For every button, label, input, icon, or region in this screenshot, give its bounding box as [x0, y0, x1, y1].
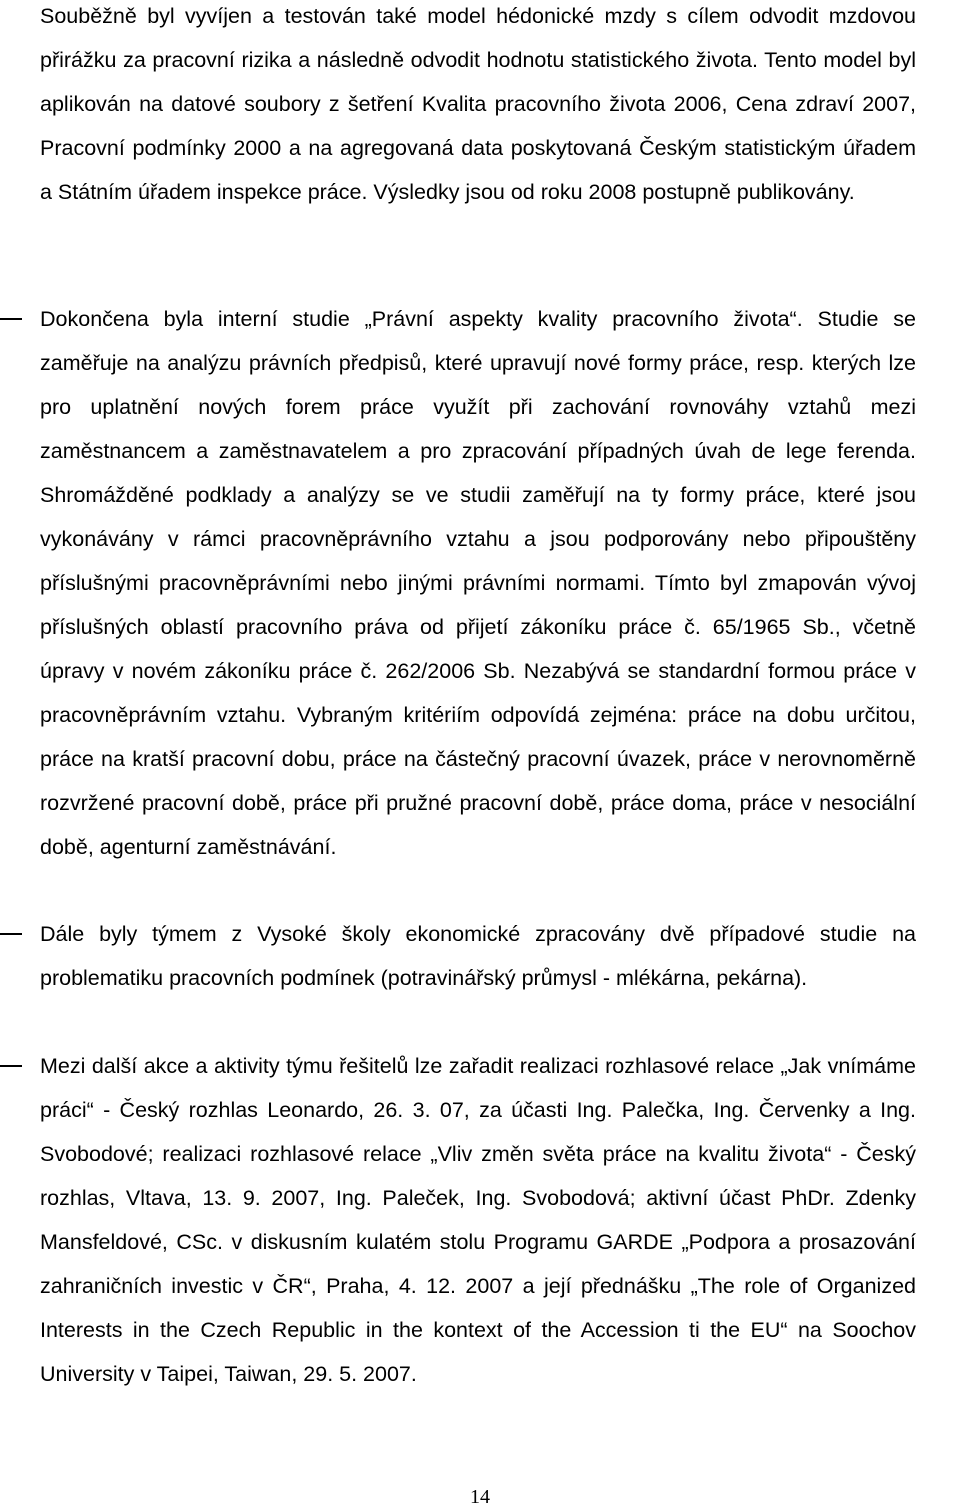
dash-bullet — [0, 1065, 22, 1067]
dash-bullet — [0, 318, 22, 320]
list-item-text: Dále byly týmem z Vysoké školy ekonomické zpracovány dvě případové studie na problematiku pracovních podmínek (potravinářský průmysl - mlékárna, pekárna). — [40, 922, 916, 990]
list-item-text: Mezi další akce a aktivity týmu řešitelů lze zařadit realizaci rozhlasové relace „Jak vnímáme práci“ - Český rozhlas Leonardo, 26. 3. 07, za účasti Ing. Palečka, Ing. Červenky a Ing. Svobodové; realizaci rozhlasové relace „Vliv změn světa práce na kvalitu života“ - Český rozhlas, Vltava, 13. 9. 2007, Ing. Paleček, Ing. Svobodová; aktivní účast PhDr. Zdenky Mansfeldové, CSc. v diskusním kulatém stolu Programu GARDE „Podpora a prosazování zahraničních investic v ČR“, Praha, 4. 12. 2007 a její přednášku „The role of Organized Interests in the Czech Republic in the kontext of the Accession ti the EU“ na Soochov University v Taipei, Taiwan, 29. 5. 2007. — [40, 1054, 916, 1386]
page-number: 14 — [470, 1486, 490, 1508]
list-item-text: Dokončena byla interní studie „Právní aspekty kvality pracovního života“. Studie se zaměřuje na analýzu právních předpisů, které upravují nové formy práce, resp. kterých lze pro uplatnění nových forem práce využít při zachování rovnováhy vztahů mezi zaměstnancem a zaměstnavatelem a pro zpracování případných úvah de lege ferenda. Shromážděné podklady a analýzy se ve studii zaměřují na ty formy práce, které jsou vykonávány v rámci pracovněprávního vztahu a jsou podporovány nebo připouštěny příslušnými pracovněprávními nebo jinými právními normami. Tímto byl zmapován vývoj příslušných oblastí pracovního práva od přijetí zákoníku práce č. 65/1965 Sb., včetně úpravy v novém zákoníku práce č. 262/2006 Sb. Nezabývá se standardní formou práce v pracovněprávním vztahu. Vybraným kritériím odpovídá zejména: práce na dobu určitou, práce na kratší pracovní dobu, práce na částečný pracovní úvazek, práce v nerovnoměrně rozvržené pracovní době, práce při pružné pracovní době, práce doma, práce v nesociální době, agenturní zaměstnávání. — [40, 307, 916, 859]
dash-bullet — [0, 933, 22, 935]
intro-paragraph: Souběžně byl vyvíjen a testován také model hédonické mzdy s cílem odvodit mzdovou přirážku za pracovní rizika a následně odvodit hodnotu statistického života. Tento model byl aplikován na datové soubory z šetření Kvalita pracovního života 2006, Cena zdraví 2007, Pracovní podmínky 2000 a na agregovaná data poskytovaná Českým statistickým úřadem a Státním úřadem inspekce práce. Výsledky jsou od roku 2008 postupně publikovány. — [40, 4, 916, 204]
